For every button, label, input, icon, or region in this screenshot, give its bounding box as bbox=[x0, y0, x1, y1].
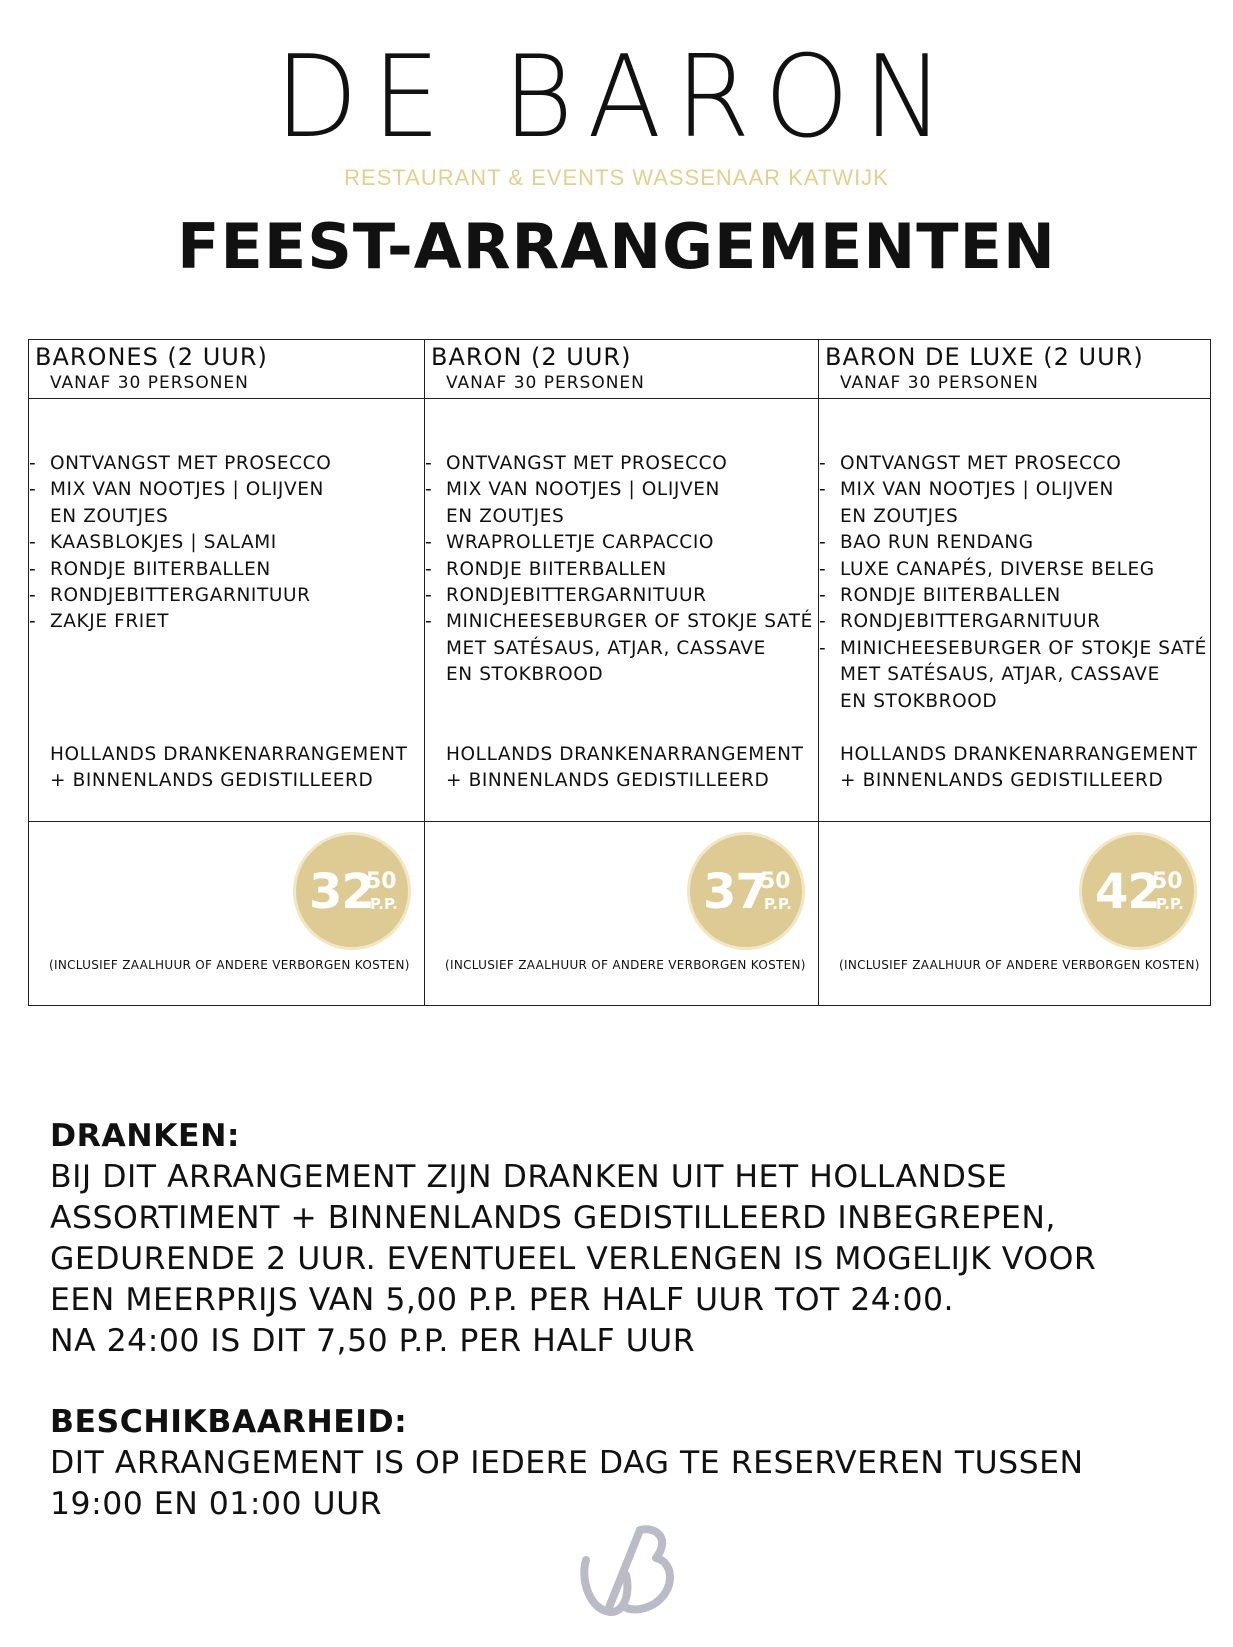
beschikbaarheid-line: 19:00 EN 01:00 UUR bbox=[50, 1486, 383, 1522]
list-item: - RONDJEBITTERGARNITUUR bbox=[29, 583, 424, 609]
list-item: - RONDJEBITTERGARNITUUR bbox=[425, 583, 818, 609]
price-badge bbox=[687, 832, 805, 950]
package-header bbox=[29, 340, 424, 399]
brand-logo: DE BARON bbox=[274, 31, 959, 164]
page-title: FEEST-ARRANGEMENTEN bbox=[177, 210, 1056, 283]
price-note: (INCLUSIEF ZAALHUUR OF ANDERE VERBORGEN KOSTEN) bbox=[839, 958, 1200, 972]
price-main: 32 bbox=[309, 864, 374, 920]
dranken-line: ASSORTIMENT + BINNENLANDS GEDISTILLEERD INBEGREPEN, bbox=[50, 1200, 1056, 1236]
package-name: BARON DE LUXE (2 UUR) bbox=[825, 343, 1144, 371]
list-item: - ONTVANGST MET PROSECCO bbox=[425, 451, 818, 477]
list-item: - RONDJE BIITERBALLEN bbox=[819, 583, 1210, 609]
price-note: (INCLUSIEF ZAALHUUR OF ANDERE VERBORGEN KOSTEN) bbox=[445, 958, 806, 972]
drinks-line: HOLLANDS DRANKENARRANGEMENT bbox=[50, 744, 408, 765]
dranken-section bbox=[50, 1116, 1096, 1362]
packages-table bbox=[28, 339, 1211, 1006]
db-monogram-icon bbox=[578, 1520, 678, 1618]
list-item: EN ZOUTJES bbox=[50, 505, 169, 527]
price-note: (INCLUSIEF ZAALHUUR OF ANDERE VERBORGEN KOSTEN) bbox=[49, 958, 410, 972]
list-item: - MINICHEESEBURGER OF STOKJE SATÉ bbox=[819, 636, 1210, 662]
package-drinks bbox=[50, 742, 408, 795]
package-items bbox=[425, 451, 818, 689]
package-items bbox=[29, 451, 424, 636]
dranken-heading: DRANKEN: bbox=[50, 1118, 241, 1154]
list-item: - LUXE CANAPÉS, DIVERSE BELEG bbox=[819, 557, 1210, 583]
package-column-baron bbox=[424, 340, 818, 1005]
drinks-line: + BINNENLANDS GEDISTILLEERD bbox=[50, 770, 374, 792]
list-item: - MINICHEESEBURGER OF STOKJE SATÉ bbox=[425, 609, 818, 635]
drinks-line: + BINNENLANDS GEDISTILLEERD bbox=[446, 770, 770, 792]
list-item: - KAASBLOKJES | SALAMI bbox=[29, 530, 424, 556]
list-item: - BAO RUN RENDANG bbox=[819, 530, 1210, 556]
list-item: MET SATÉSAUS, ATJAR, CASSAVE bbox=[446, 637, 766, 659]
price-cents: 50 bbox=[1152, 869, 1183, 894]
package-min-guests: VANAF 30 PERSONEN bbox=[840, 373, 1039, 393]
price-badge bbox=[1079, 832, 1197, 950]
package-name: BARONES (2 UUR) bbox=[35, 343, 268, 371]
list-item: - ONTVANGST MET PROSECCO bbox=[29, 451, 424, 477]
beschikbaarheid-line: DIT ARRANGEMENT IS OP IEDERE DAG TE RESERVEREN TUSSEN bbox=[50, 1445, 1084, 1481]
drinks-line: HOLLANDS DRANKENARRANGEMENT bbox=[840, 744, 1198, 765]
dranken-line: NA 24:00 IS DIT 7,50 P.P. PER HALF UUR bbox=[50, 1323, 696, 1359]
package-column-barones bbox=[29, 340, 424, 1005]
package-footer bbox=[29, 821, 424, 1005]
price-unit: P.P. bbox=[764, 895, 792, 913]
drinks-line: HOLLANDS DRANKENARRANGEMENT bbox=[446, 744, 804, 765]
brand-tagline: RESTAURANT & EVENTS WASSENAAR KATWIJK bbox=[344, 165, 889, 190]
price-unit: P.P. bbox=[370, 895, 398, 913]
price-badge bbox=[293, 832, 411, 950]
dranken-line: EEN MEERPRIJS VAN 5,00 P.P. PER HALF UUR TOT 24:00. bbox=[50, 1282, 955, 1318]
list-item: - ZAKJE FRIET bbox=[29, 609, 424, 635]
price-cents: 50 bbox=[366, 869, 397, 894]
package-header bbox=[819, 340, 1210, 399]
price-main: 37 bbox=[703, 864, 768, 920]
price-cents: 50 bbox=[760, 869, 791, 894]
package-drinks bbox=[840, 742, 1198, 795]
list-item: - ONTVANGST MET PROSECCO bbox=[819, 451, 1210, 477]
list-item: EN STOKBROOD bbox=[446, 664, 604, 686]
beschikbaarheid-section bbox=[50, 1402, 1084, 1525]
list-item: - MIX VAN NOOTJES | OLIJVEN bbox=[29, 477, 424, 503]
list-item: MET SATÉSAUS, ATJAR, CASSAVE bbox=[840, 664, 1160, 686]
drinks-line: + BINNENLANDS GEDISTILLEERD bbox=[840, 770, 1164, 792]
beschikbaarheid-heading: BESCHIKBAARHEID: bbox=[50, 1404, 408, 1440]
list-item: EN STOKBROOD bbox=[840, 690, 998, 712]
package-min-guests: VANAF 30 PERSONEN bbox=[50, 373, 249, 393]
list-item: EN ZOUTJES bbox=[840, 505, 959, 527]
package-header bbox=[425, 340, 818, 399]
list-item: - RONDJEBITTERGARNITUUR bbox=[819, 609, 1210, 635]
list-item: - RONDJE BIITERBALLEN bbox=[425, 557, 818, 583]
dranken-line: BIJ DIT ARRANGEMENT ZIJN DRANKEN UIT HET HOLLANDSE bbox=[50, 1159, 1008, 1195]
package-column-baron-de-luxe bbox=[818, 340, 1210, 1005]
list-item: EN ZOUTJES bbox=[446, 505, 565, 527]
package-drinks bbox=[446, 742, 804, 795]
price-main: 42 bbox=[1095, 864, 1160, 920]
price-unit: P.P. bbox=[1156, 895, 1184, 913]
list-item: - MIX VAN NOOTJES | OLIJVEN bbox=[819, 477, 1210, 503]
package-footer bbox=[819, 821, 1210, 1005]
list-item: - WRAPROLLETJE CARPACCIO bbox=[425, 530, 818, 556]
list-item: - RONDJE BIITERBALLEN bbox=[29, 557, 424, 583]
package-footer bbox=[425, 821, 818, 1005]
package-min-guests: VANAF 30 PERSONEN bbox=[446, 373, 645, 393]
list-item: - MIX VAN NOOTJES | OLIJVEN bbox=[425, 477, 818, 503]
package-name: BARON (2 UUR) bbox=[431, 343, 632, 371]
package-items bbox=[819, 451, 1210, 715]
dranken-line: GEDURENDE 2 UUR. EVENTUEEL VERLENGEN IS MOGELIJK VOOR bbox=[50, 1241, 1097, 1277]
